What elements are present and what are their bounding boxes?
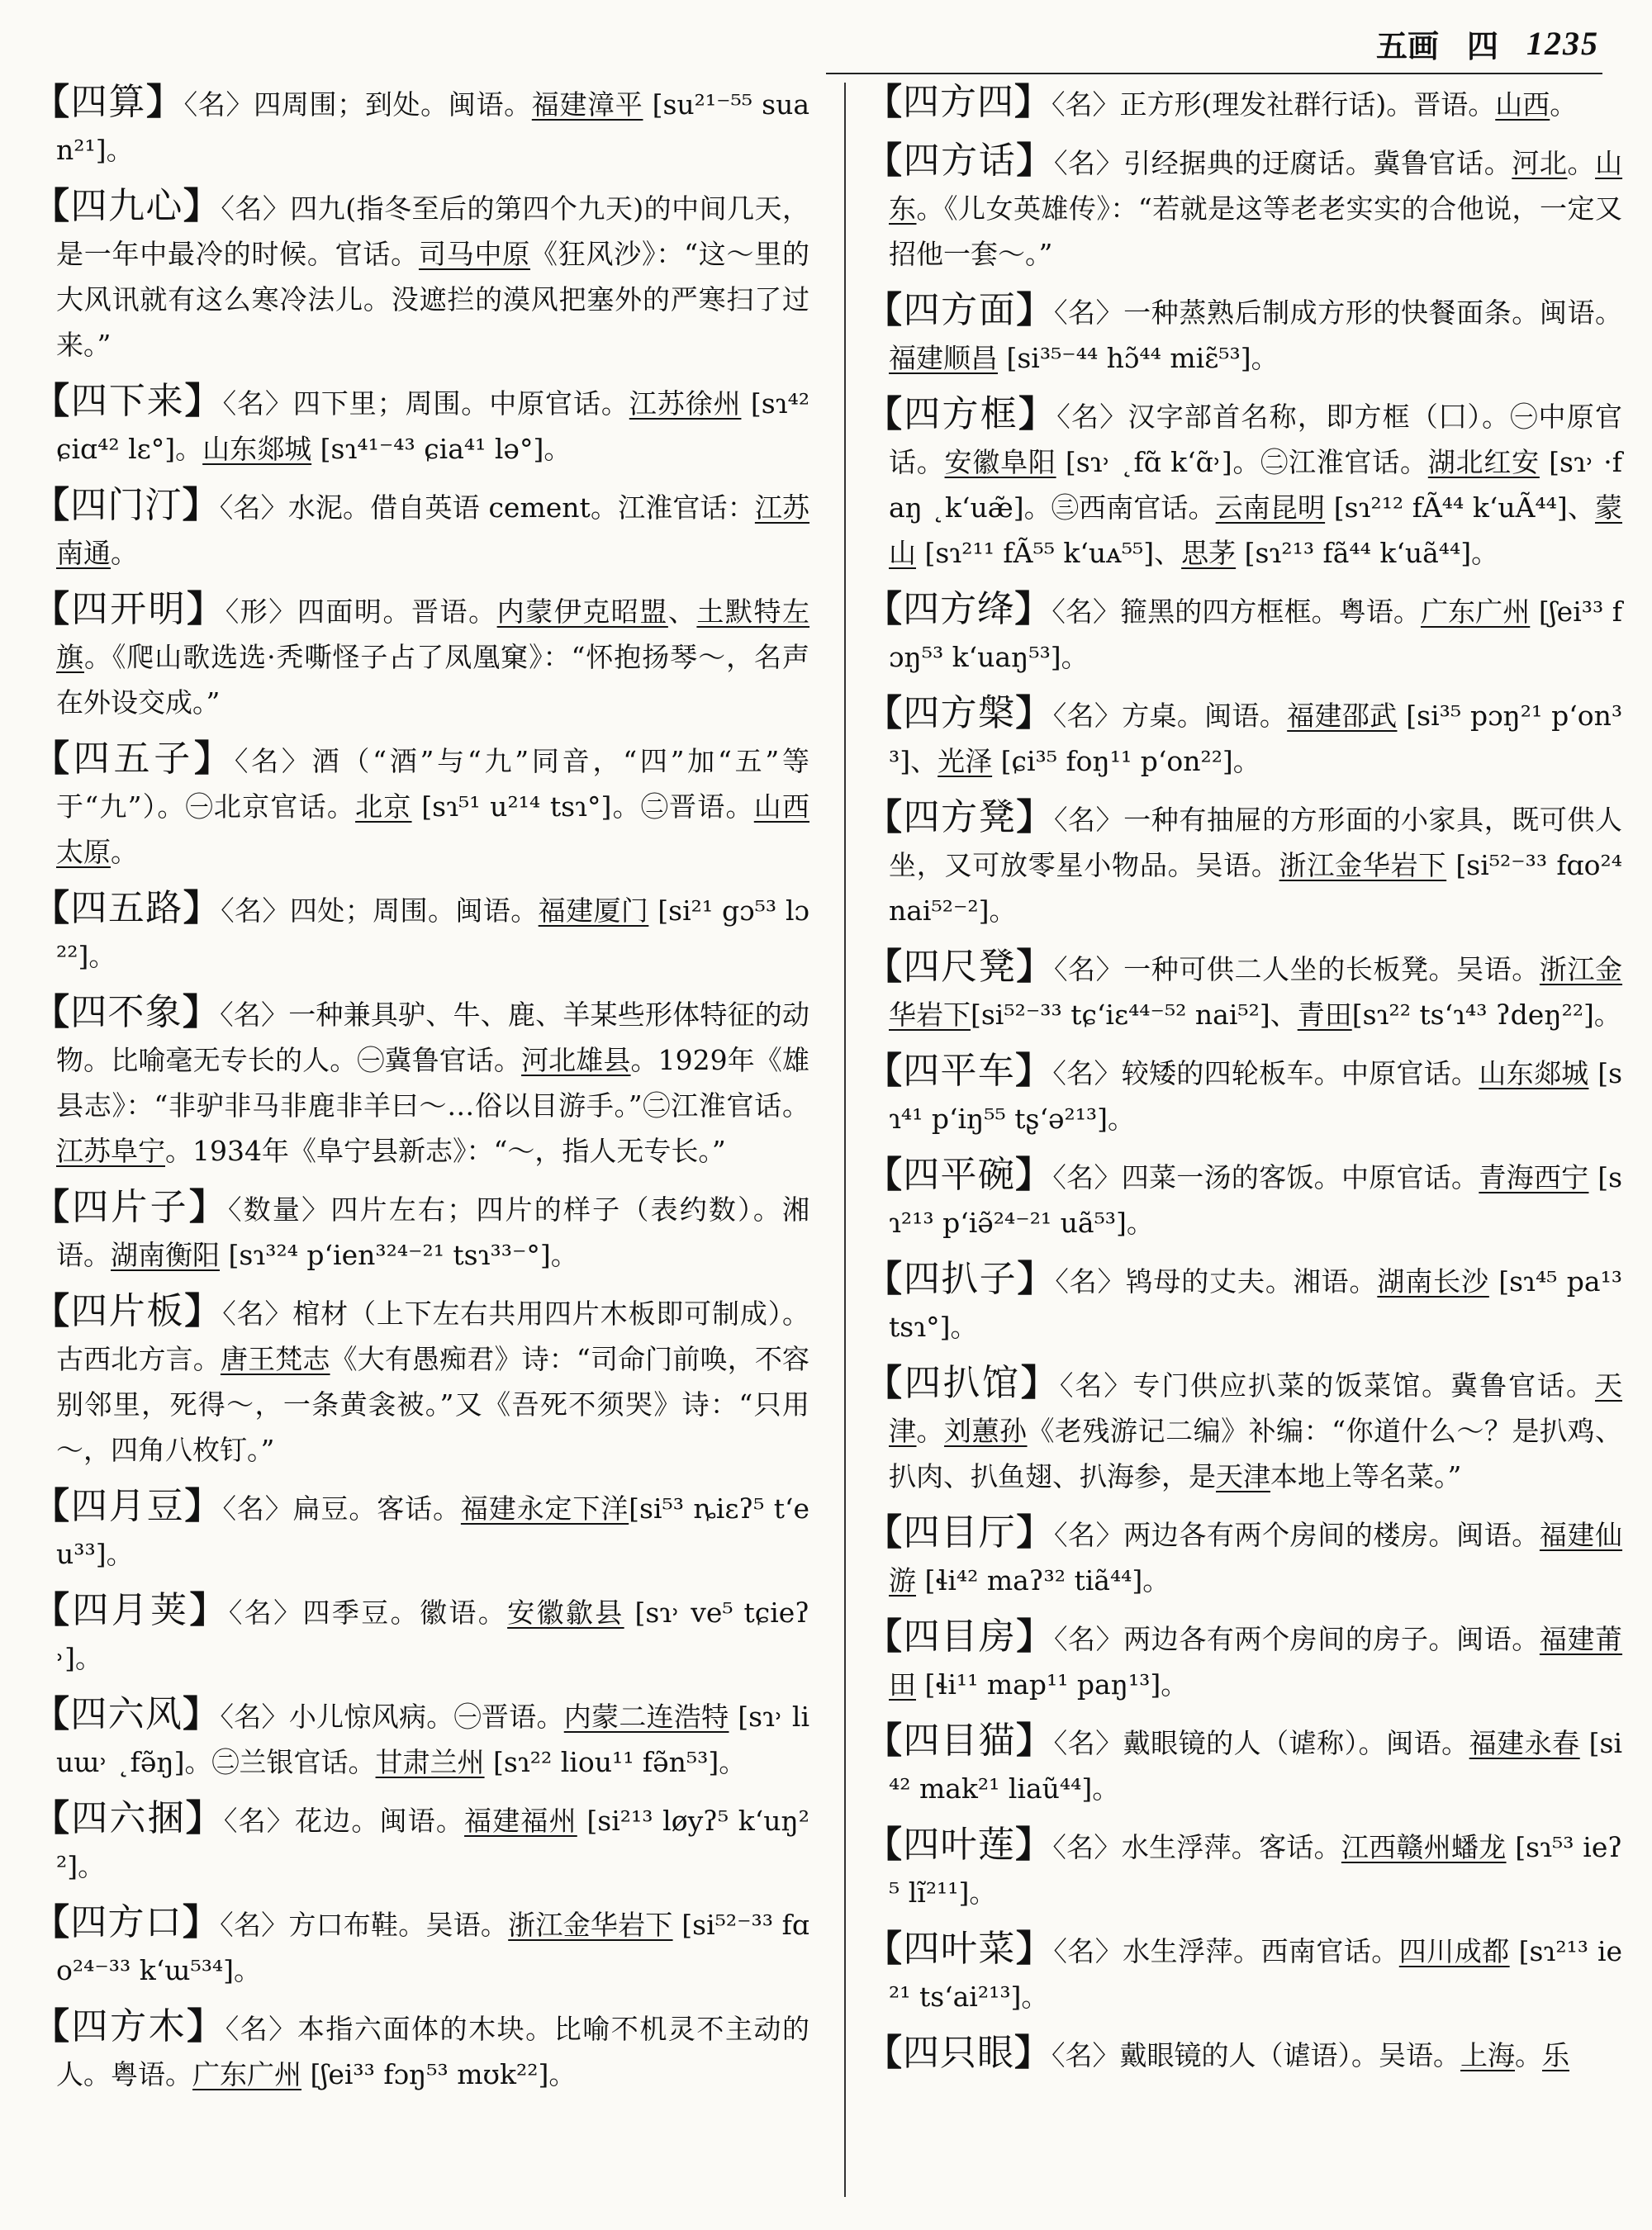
- place-name: 蒙山: [889, 491, 1623, 569]
- left-column: [33, 79, 809, 2108]
- place-name: 湖北红安: [1427, 446, 1540, 478]
- entry-text: 〈名〉汉字部首名称，即方框（囗）。㊀中原官话。: [889, 401, 1623, 478]
- entry-headword: 【四算】: [33, 81, 184, 123]
- entry-headword: 【四六风】: [33, 1693, 221, 1735]
- dictionary-entry: [33, 885, 809, 979]
- dictionary-entry: [33, 1691, 809, 1785]
- dictionary-entry: [33, 586, 809, 725]
- entry-headword: 【四方木】: [33, 2005, 225, 2047]
- entry-text: [ɬi¹¹ map¹¹ paŋ¹³]。: [916, 1668, 1189, 1701]
- entry-text: 〈名〉一种兼具驴、牛、鹿、羊某些形体特征的动物。比喻毫无专长的人。㊀冀鲁官话。: [56, 999, 810, 1076]
- entry-text: 〈名〉扁豆。客话。: [222, 1492, 461, 1525]
- place-name: 浙江金华岩下: [889, 953, 1623, 1031]
- place-name: 湖南衡阳: [111, 1239, 220, 1271]
- entry-text: [ʃei³³ fɔŋ⁵³ mʊk²²]。: [301, 2058, 577, 2090]
- dictionary-entry: [866, 1152, 1622, 1245]
- place-name: 山东郯城: [202, 433, 312, 465]
- entry-text: 〈名〉水泥。借自英语 cement。江淮官话：: [219, 491, 755, 524]
- entry-headword: 【四九心】: [33, 185, 221, 227]
- entry-text: [ɕi³⁵ foŋ¹¹ pʻon²²]。: [992, 745, 1260, 777]
- entry-text: [sɿ²¹¹ fÃ⁵⁵ kʻuᴀ⁵⁵]、: [916, 537, 1182, 569]
- entry-text: 〈名〉水生浮萍。客话。: [1052, 1831, 1341, 1863]
- entry-text: 。《爬山歌选选·秃嘶怪子占了凤凰窠》：“怀抱扬琴～，名声在外设交成。”: [56, 641, 809, 719]
- place-name: 司马中原: [418, 238, 530, 270]
- entry-text: 〈名〉水生浮萍。西南官话。: [1053, 1935, 1399, 1967]
- entry-headword: 【四方话】: [866, 140, 1054, 182]
- entry-headword: 【四方绛】: [866, 588, 1052, 630]
- entry-text: [si²¹ gɔ⁵³ lɔ²²]。: [56, 894, 809, 972]
- entry-text: 〈名〉较矮的四轮板车。中原官话。: [1052, 1057, 1479, 1089]
- entry-text: 《老残游记二编》补编：“你道什么～？是扒鸡、扒肉、扒鱼翅、扒海参，是: [889, 1415, 1623, 1492]
- place-name: 广东广州: [192, 2058, 301, 2090]
- entry-headword: 【四只眼】: [866, 2032, 1051, 2074]
- entry-text: 〈名〉四周围；到处。闽语。: [183, 88, 532, 121]
- place-name: 山西太原: [56, 790, 809, 868]
- entry-headword: 【四方口】: [33, 1901, 221, 1943]
- entry-text: 〈名〉引经据典的迂腐话。冀鲁官话。: [1053, 147, 1512, 179]
- place-name: 江苏南通: [56, 491, 810, 569]
- entry-text: [sɿ⁴² ɕiɑ⁴² lɛ°]。: [56, 387, 810, 465]
- entry-text: [ʃei³³ fɔŋ⁵³ kʻuaŋ⁵³]。: [889, 595, 1623, 673]
- dictionary-entry: [866, 1822, 1622, 1915]
- entry-headword: 【四月豆】: [33, 1485, 223, 1527]
- place-name: 云南昆明: [1215, 491, 1326, 524]
- entry-headword: 【四方四】: [866, 81, 1051, 123]
- entry-text: 、: [667, 595, 697, 628]
- entry-text: 〈名〉戴眼镜的人（谑语）。吴语。: [1051, 2039, 1460, 2071]
- entry-headword: 【四五路】: [33, 887, 221, 929]
- place-name: 福建莆田: [889, 1623, 1623, 1701]
- entry-text: 〈名〉方桌。闽语。: [1052, 700, 1288, 732]
- place-name: 福建永春: [1469, 1727, 1580, 1759]
- entry-text: 〈形〉四面明。晋语。: [225, 595, 497, 628]
- dictionary-entry: [33, 482, 809, 576]
- dictionary-entry: [866, 586, 1622, 680]
- place-name: 刘蕙孙: [944, 1415, 1028, 1447]
- entry-headword: 【四平碗】: [866, 1154, 1053, 1196]
- entry-text: [si⁵²⁻³³ fɑo²⁴ nai⁵²⁻²]。: [889, 849, 1623, 927]
- entry-text: [si⁵²⁻³³ fɑo²⁴⁻³³ kʻɯ⁵³⁴]。: [56, 1909, 810, 1986]
- dictionary-entry: [866, 391, 1622, 576]
- entry-text: [si²¹³ løyʔ⁵ kʻuŋ²²]。: [56, 1805, 810, 1882]
- place-name: 青海西宁: [1479, 1161, 1589, 1193]
- entry-text: [sɿ³²⁴ pʻien³²⁴⁻²¹ tsɿ³³⁻°]。: [220, 1239, 578, 1271]
- right-column: [866, 79, 1622, 2089]
- entry-text: [sɿ˒ ·faŋ ˛kʻuæ̃]。㊂西南官话。: [889, 446, 1622, 524]
- entry-text: [si⁵³ ȵiɛʔ⁵ tʻeu³³]。: [56, 1492, 810, 1570]
- entry-headword: 【四尺凳】: [866, 946, 1054, 988]
- entry-headword: 【四目猫】: [866, 1720, 1054, 1762]
- entry-text: [sɿ⁵¹ u²¹⁴ tsɿ°]。㊁晋语。: [411, 790, 754, 823]
- dictionary-entry: [33, 1900, 809, 1993]
- place-name: 江西赣州蟠龙: [1341, 1831, 1507, 1863]
- entry-headword: 【四方面】: [866, 289, 1054, 331]
- entry-text: [sɿ˒ ˛fɑ̃ kʻɑ̃˒]。㊁江淮官话。: [1056, 446, 1428, 478]
- entry-text: 。: [1567, 147, 1596, 179]
- place-name: 天津: [889, 1369, 1623, 1447]
- place-name: 安徽歙县: [507, 1597, 624, 1629]
- dictionary-entry: [33, 378, 809, 472]
- place-name: 江苏徐州: [629, 387, 742, 420]
- entry-text: [ɬi⁴² maʔ³² tiã⁴⁴]。: [916, 1564, 1170, 1597]
- place-name: 福建福州: [464, 1805, 577, 1837]
- place-name: 湖南长沙: [1377, 1265, 1489, 1298]
- entry-text: [si³⁵ pɔŋ²¹ pʻon³³]、: [889, 700, 1623, 777]
- dictionary-entry: [866, 1360, 1622, 1499]
- dictionary-entry: [866, 1256, 1622, 1350]
- place-name: 广东广州: [1420, 595, 1531, 628]
- entry-text: 〈名〉一种有抽屉的方形面的小家具，既可供人坐，又可放零星小物品。吴语。: [889, 804, 1623, 881]
- entry-headword: 【四门汀】: [33, 484, 220, 526]
- entry-text: 。《儿女英雄传》：“若就是这等老老实实的合他说，一定又招他一套～。”: [889, 192, 1623, 270]
- place-name: 福建漳平: [531, 88, 643, 121]
- entry-text: 。: [916, 1415, 945, 1447]
- dictionary-entry: [866, 944, 1622, 1037]
- entry-headword: 【四方框】: [866, 393, 1057, 435]
- dictionary-entry: [866, 1926, 1622, 2019]
- entry-headword: 【四平车】: [866, 1050, 1053, 1092]
- place-name: 福建邵武: [1287, 700, 1398, 732]
- dictionary-entry: [33, 1587, 809, 1681]
- entry-text: 。: [1550, 88, 1578, 121]
- entry-text: 本地上等名菜。”: [1270, 1460, 1462, 1492]
- entry-headword: 【四六捆】: [33, 1797, 224, 1839]
- dictionary-entry: [866, 1048, 1622, 1141]
- dictionary-entry: [33, 79, 809, 173]
- entry-headword: 【四不象】: [33, 991, 221, 1033]
- entry-text: 。1934年《阜宁县新志》：“～，指人无专长。”: [165, 1135, 726, 1167]
- entry-text: 〈名〉酒（“酒”与“九”同音，“四”加“五”等于“九”）。㊀北京官话。: [56, 745, 810, 823]
- dictionary-entry: [33, 1483, 809, 1577]
- dictionary-entry: [866, 690, 1622, 784]
- header-radical: 四: [1466, 26, 1498, 64]
- entry-text: 〈名〉小儿惊风病。㊀晋语。: [220, 1701, 564, 1733]
- entry-text: 〈名〉花边。闽语。: [223, 1805, 465, 1837]
- entry-text: 〈名〉棺材（上下左右共用四片木板即可制成）。古西北方言。: [56, 1298, 810, 1375]
- entry-headword: 【四下来】: [33, 380, 223, 422]
- entry-text: 〈名〉一种蒸熟后制成方形的快餐面条。闽语。: [1053, 297, 1623, 329]
- header-rule: [826, 73, 1602, 74]
- entry-text: 〈名〉四下里；周围。中原官话。: [222, 387, 629, 420]
- entry-text: 《大有愚痴君》诗：“司命门前唤，不容别邻里，死得～，一条黄衾被。”又《吾死不须哭》诗：“只用～，四角八枚钉。”: [56, 1343, 810, 1466]
- place-name: 山东郯城: [1479, 1057, 1589, 1089]
- entry-text: 〈名〉专门供应扒菜的饭菜馆。冀鲁官话。: [1059, 1369, 1596, 1402]
- dictionary-entry: [866, 2030, 1622, 2078]
- entry-headword: 【四叶菜】: [866, 1928, 1054, 1970]
- dictionary-entry: [866, 1614, 1622, 1707]
- entry-headword: 【四扒馆】: [866, 1362, 1060, 1404]
- entry-text: [sɿ⁴¹ pʻiŋ⁵⁵ tʂʻə²¹³]。: [889, 1057, 1623, 1135]
- place-name: 浙江金华岩下: [508, 1909, 673, 1941]
- entry-text: 〈数量〉四片左右；四片的样子（表约数）。湘语。: [56, 1193, 810, 1271]
- place-name: 天津: [1216, 1460, 1270, 1492]
- place-name: 浙江金华岩下: [1279, 849, 1447, 881]
- place-name: 北京: [355, 790, 412, 823]
- dictionary-entry: [33, 1184, 809, 1278]
- entry-text: [si³⁵⁻⁴⁴ hɔ̃⁴⁴ miɛ̃⁵³]。: [998, 342, 1279, 374]
- column-divider: [844, 83, 846, 2197]
- entry-text: 《狂风沙》：“这～里的大风讯就有这么寒冷法儿。没遮拦的漠风把塞外的严寒扫了过来。”: [56, 238, 810, 361]
- entry-text: 〈名〉一种可供二人坐的长板凳。吴语。: [1053, 953, 1540, 985]
- entry-text: 〈名〉四菜一汤的客饭。中原官话。: [1052, 1161, 1479, 1193]
- entry-text: [sɿ²² tsʻɿ⁴³ ʔdeŋ²²]。: [1351, 999, 1621, 1031]
- entry-headword: 【四片子】: [33, 1186, 229, 1228]
- dictionary-entry: [33, 2004, 809, 2097]
- header-section: 五画: [1375, 26, 1439, 64]
- entry-text: [si⁴² mak²¹ liaũ⁴⁴]。: [889, 1727, 1623, 1805]
- entry-text: [sɿ²¹² fÃ⁴⁴ kʻuÃ⁴⁴]、: [1325, 491, 1596, 524]
- entry-headword: 【四扒子】: [866, 1258, 1056, 1300]
- place-name: 山东: [889, 147, 1623, 225]
- place-name: 上海: [1460, 2039, 1515, 2071]
- entry-text: [sɿ⁴¹⁻⁴³ ɕia⁴¹ lə°]。: [311, 433, 572, 465]
- place-name: 唐王梵志: [220, 1343, 330, 1375]
- entry-text: [su²¹⁻⁵⁵ suan²¹]。: [56, 88, 810, 166]
- place-name: 福建顺昌: [889, 342, 998, 374]
- place-name: 光泽: [938, 745, 993, 777]
- entry-text: 〈名〉戴眼镜的人（谑称）。闽语。: [1053, 1727, 1469, 1759]
- dictionary-entry: [866, 1510, 1622, 1603]
- place-name: 四川成都: [1398, 1935, 1510, 1967]
- entry-text: 。: [1515, 2039, 1542, 2071]
- entry-text: 。: [111, 836, 138, 868]
- place-name: 内蒙伊克昭盟: [496, 595, 668, 628]
- place-name: 内蒙二连浩特: [563, 1701, 729, 1733]
- entry-text: 。: [111, 537, 138, 569]
- entry-headword: 【四开明】: [33, 588, 225, 630]
- place-name: 福建仙游: [889, 1519, 1623, 1597]
- dictionary-entry: [866, 287, 1622, 381]
- dictionary-entry: [33, 736, 809, 875]
- entry-text: 〈名〉四季豆。徽语。: [228, 1597, 508, 1629]
- entry-text: 〈名〉四九(指冬至后的第四个九天)的中间几天，是一年中最冷的时候。官话。: [56, 192, 810, 270]
- page-number: 1235: [1526, 24, 1599, 62]
- entry-headword: 【四方槃】: [866, 692, 1053, 734]
- entry-text: [sɿ²² liou¹¹ fə̃n⁵³]。: [484, 1746, 747, 1778]
- entry-text: 〈名〉正方形(理发社群行话)。晋语。: [1051, 88, 1496, 121]
- entry-headword: 【四叶莲】: [866, 1824, 1053, 1866]
- place-name: 青田: [1297, 999, 1352, 1031]
- entry-text: [sɿ²¹³ fã⁴⁴ kʻuã⁴⁴]。: [1236, 537, 1499, 569]
- place-name: 福建厦门: [538, 894, 649, 927]
- entry-text: 〈名〉两边各有两个房间的房子。闽语。: [1053, 1623, 1540, 1655]
- dictionary-entry: [33, 989, 809, 1174]
- place-name: 江苏阜宁: [56, 1135, 165, 1167]
- entry-text: [sɿ⁴⁵ pa¹³ tsɿ°]。: [889, 1265, 1623, 1343]
- entry-headword: 【四片板】: [33, 1290, 223, 1332]
- dictionary-entry: [33, 183, 809, 368]
- place-name: 河北: [1512, 147, 1568, 179]
- entry-text: 〈名〉方口布鞋。吴语。: [220, 1909, 509, 1941]
- entry-text: 〈名〉箍黑的四方框框。粤语。: [1051, 595, 1421, 628]
- entry-headword: 【四目厅】: [866, 1511, 1054, 1554]
- place-name: 甘肃兰州: [375, 1746, 485, 1778]
- entry-text: [si⁵²⁻³³ tɕʻiɛ⁴⁴⁻⁵² nai⁵²]、: [971, 999, 1298, 1031]
- entry-text: [sɿ⁵³ ieʔ⁵ lĩ²¹¹]。: [889, 1831, 1623, 1909]
- place-name: 思茅: [1181, 537, 1237, 569]
- dictionary-entry: [33, 1796, 809, 1889]
- entry-text: 〈名〉鸨母的丈夫。湘语。: [1055, 1265, 1378, 1298]
- entry-text: [sɿ˒ ve⁵ tɕieʔ˒]。: [56, 1597, 810, 1674]
- entry-text: 。1929年《雄县志》：“非驴非马非鹿非羊曰～…俗以目游手。”㊁江淮官话。: [56, 1044, 810, 1122]
- dictionary-entry: [866, 138, 1622, 277]
- entry-headword: 【四方凳】: [866, 796, 1054, 838]
- dictionary-entry: [866, 795, 1622, 933]
- entry-headword: 【四五子】: [33, 738, 235, 780]
- entry-text: [sɿ²¹³ ie²¹ tsʻai²¹³]。: [889, 1935, 1623, 2013]
- entry-headword: 【四月荚】: [33, 1589, 229, 1631]
- entry-text: 〈名〉两边各有两个房间的楼房。闽语。: [1053, 1519, 1540, 1551]
- place-name: 安徽阜阳: [944, 446, 1056, 478]
- place-name: 乐: [1542, 2039, 1569, 2071]
- place-name: 山西: [1495, 88, 1550, 121]
- entry-text: [sɿ˒ liuɯ˒ ˛fə̃ŋ]。㊁兰银官话。: [56, 1701, 810, 1778]
- entry-text: 〈名〉四处；周围。闽语。: [221, 894, 539, 927]
- place-name: 河北雄县: [521, 1044, 631, 1076]
- entry-headword: 【四目房】: [866, 1616, 1054, 1658]
- running-header: [1376, 18, 1599, 68]
- place-name: 福建永定下洋: [460, 1492, 629, 1525]
- place-name: 土默特左旗: [56, 595, 810, 673]
- entry-text: 〈名〉本指六面体的木块。比喻不机灵不主动的人。粤语。: [56, 2013, 810, 2090]
- dictionary-entry: [866, 79, 1622, 127]
- entry-text: [sɿ²¹³ pʻiə̃²⁴⁻²¹ uã⁵³]。: [889, 1161, 1623, 1239]
- dictionary-entry: [33, 1288, 809, 1473]
- dictionary-entry: [866, 1718, 1622, 1811]
